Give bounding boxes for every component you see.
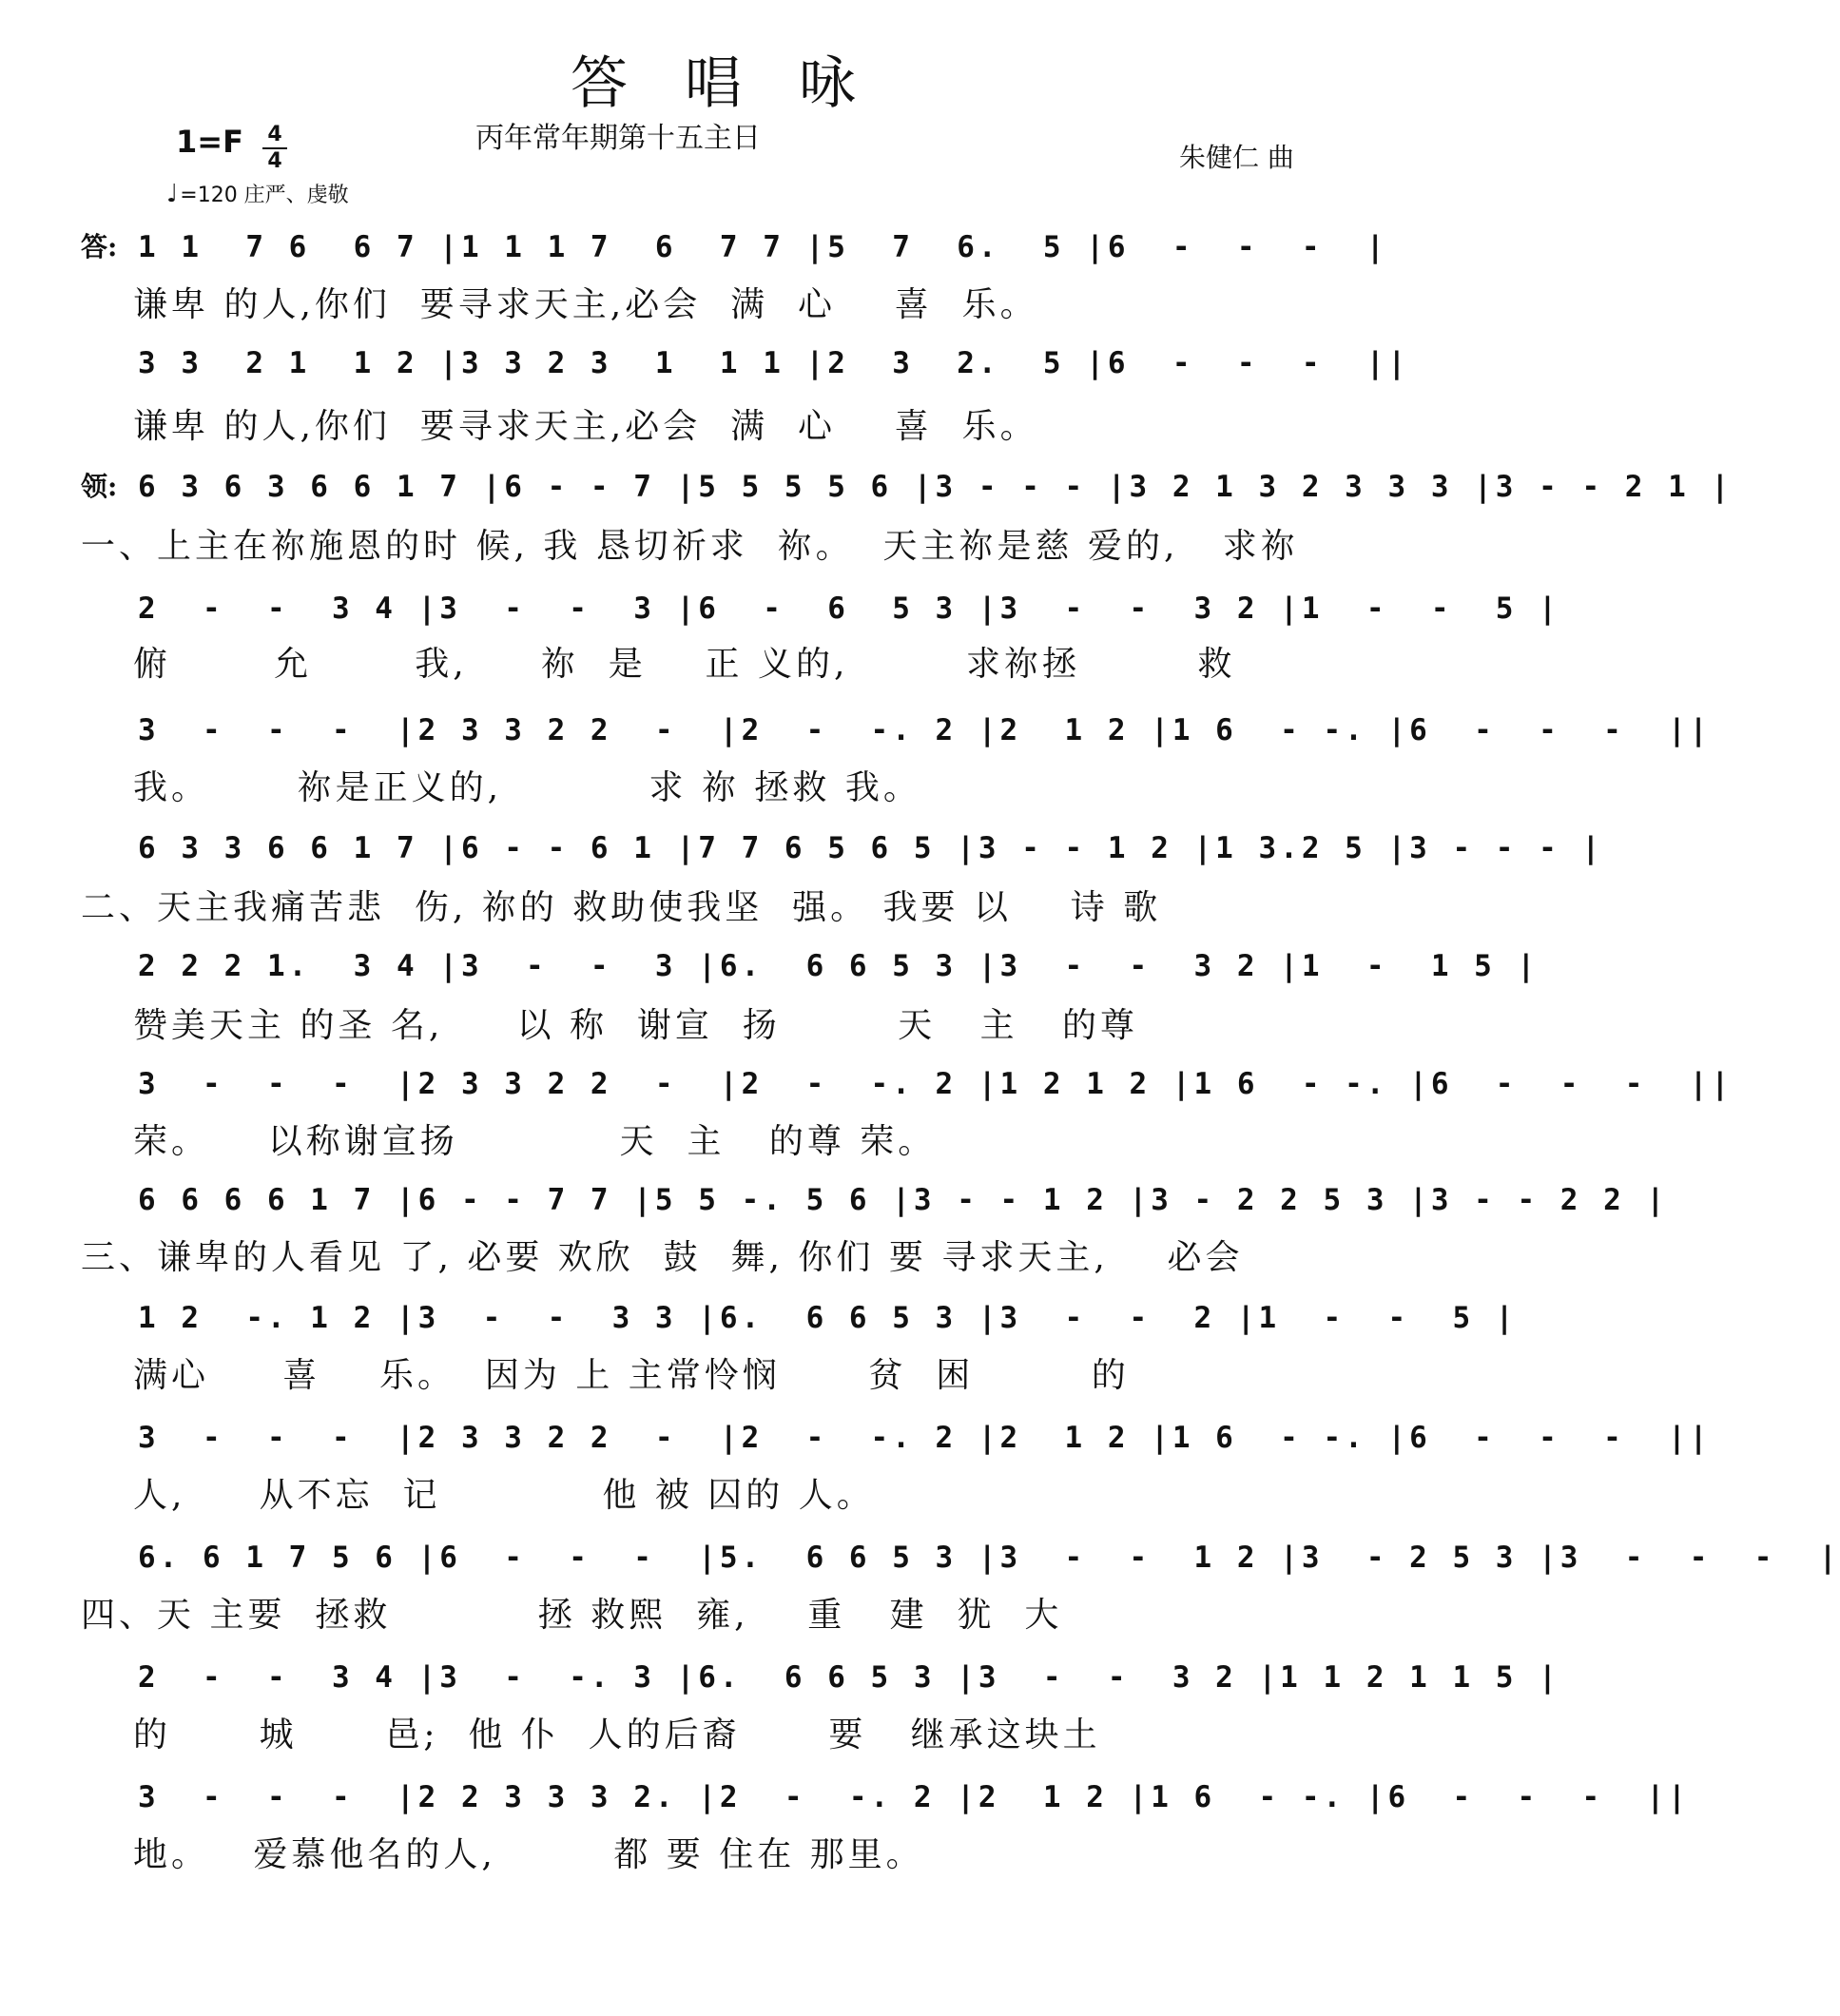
response-row-1 [0,219,1426,276]
tempo-marking [166,179,349,208]
notation-line: 3 - - - |2 2 3 3 3 2. |2 - -. 2 |2 1 2 |1 6 - -. |6 - - - || [138,1780,1690,1814]
lyric-line: 二、天主我痛苦悲 伤, 祢的 救助使我坚 强。 我要 以 诗 歌 [81,888,1162,927]
composer-credit: 朱健仁 曲 [1179,142,1294,173]
lyric-line: 赞美天主 的圣 名, 以 称 谢宣 扬 天 主 的尊 [133,1006,1138,1045]
song-subtitle: 丙年常年期第十五主日 [475,122,761,155]
song-title: 答唱咏 [571,50,913,117]
notation-line: 6. 6 1 7 5 6 |6 - - - |5. 6 6 5 3 |3 - - 1 2 |3 - 2 5 3 |3 - - - | [138,1541,1840,1575]
quarter-note-icon: ♩ [166,180,179,208]
verse-1-row-1 [0,458,1733,515]
lyric-line: 人, 从不忘 记 他 被 囚的 人。 [133,1476,875,1515]
key-signature: 1=F [176,124,243,160]
notation-line: 3 - - - |2 3 3 2 2 - |2 - -. 2 |2 1 2 |1 6 - -. |6 - - - || [138,713,1712,747]
notation-line: 3 - - - |2 3 3 2 2 - |2 - -. 2 |2 1 2 |1 6 - -. |6 - - - || [138,1421,1712,1455]
verse-4-row-3 [0,1769,1690,1826]
notation-line: 2 2 2 1. 3 4 |3 - - 3 |6. 6 6 5 3 |3 - - 3 2 |1 - 1 5 | [138,949,1540,983]
lyric-line: 地。 爱慕他名的人, 都 要 住在 那里。 [133,1835,924,1874]
notation-line: 2 - - 3 4 |3 - - 3 |6 - 6 5 3 |3 - - 3 2 |1 - - 5 | [138,591,1560,626]
verse-3-row-1 [0,1172,1669,1229]
notation-line: 1 2 -. 1 2 |3 - - 3 3 |6. 6 6 5 3 |3 - - 2 |1 - - 5 | [138,1301,1518,1335]
notation-line: 6 3 6 3 6 6 1 7 |6 - - 7 |5 5 5 5 6 |3 - - - |3 2 1 3 2 3 3 3 |3 - - 2 1 | [138,470,1733,504]
lyric-line: 一、上主在祢施恩的时 候, 我 恳切祈求 祢。 天主祢是慈 爱的, 求祢 [81,527,1299,566]
lyric-line: 的 城 邑; 他 仆 人的后裔 要 继承这块土 [133,1716,1101,1754]
notation-line: 3 - - - |2 3 3 2 2 - |2 - -. 2 |1 2 1 2 |1 6 - -. |6 - - - || [138,1067,1733,1101]
verse-2-row-1 [0,820,1604,877]
meter-top: 4 [267,123,282,146]
lyric-line: 俯 允 我, 祢 是 正 义的, 求祢拯 救 [133,645,1236,684]
notation-line: 6 3 3 6 6 1 7 |6 - - 6 1 |7 7 6 5 6 5 |3 - - 1 2 |1 3.2 5 |3 - - - | [138,831,1604,865]
notation-line: 6 6 6 6 1 7 |6 - - 7 7 |5 5 -. 5 6 |3 - - 1 2 |3 - 2 2 5 3 |3 - - 2 2 | [138,1183,1669,1217]
verse-1-row-2 [0,580,1560,637]
verse-label: 领: [81,471,118,502]
lyric-line: 四、天 主要 拯救 拯 救熙 雍, 重 建 犹 大 [81,1596,1063,1635]
verse-3-row-3 [0,1409,1712,1466]
verse-3-row-2 [0,1289,1518,1347]
lyric-line: 我。 祢是正义的, 求 祢 拯救 我。 [133,768,921,807]
verse-1-row-3 [0,702,1712,759]
verse-4-row-2 [0,1649,1560,1706]
lyric-line: 荣。 以称谢宣扬 天 主 的尊 荣。 [133,1122,937,1161]
lyric-line: 三、谦卑的人看见 了, 必要 欢欣 鼓 舞, 你们 要 寻求天主, 必会 [81,1238,1244,1277]
verse-2-row-2 [0,938,1540,995]
time-signature [262,124,287,173]
verse-2-row-3 [0,1056,1733,1113]
lyric-line: 谦卑 的人,你们 要寻求天主,必会 满 心 喜 乐。 [133,285,1038,324]
tempo-text: =120 庄严、虔敬 [180,184,349,207]
lyric-line: 谦卑 的人,你们 要寻求天主,必会 满 心 喜 乐。 [133,407,1038,446]
notation-line: 3 3 2 1 1 2 |3 3 2 3 1 1 1 |2 3 2. 5 |6 - - - || [138,346,1410,380]
notation-line: 2 - - 3 4 |3 - -. 3 |6. 6 6 5 3 |3 - - 3 2 |1 1 2 1 1 5 | [138,1660,1560,1695]
meter-bottom: 4 [267,149,282,173]
lyric-line: 满心 喜 乐。 因为 上 主常怜悯 贫 困 的 [133,1356,1130,1395]
verse-4-row-1 [0,1529,1840,1586]
notation-line: 1 1 7 6 6 7 |1 1 1 7 6 7 7 |5 7 6. 5 |6 - - - | [138,230,1388,264]
response-label: 答: [81,231,118,262]
response-row-2 [0,335,1426,392]
